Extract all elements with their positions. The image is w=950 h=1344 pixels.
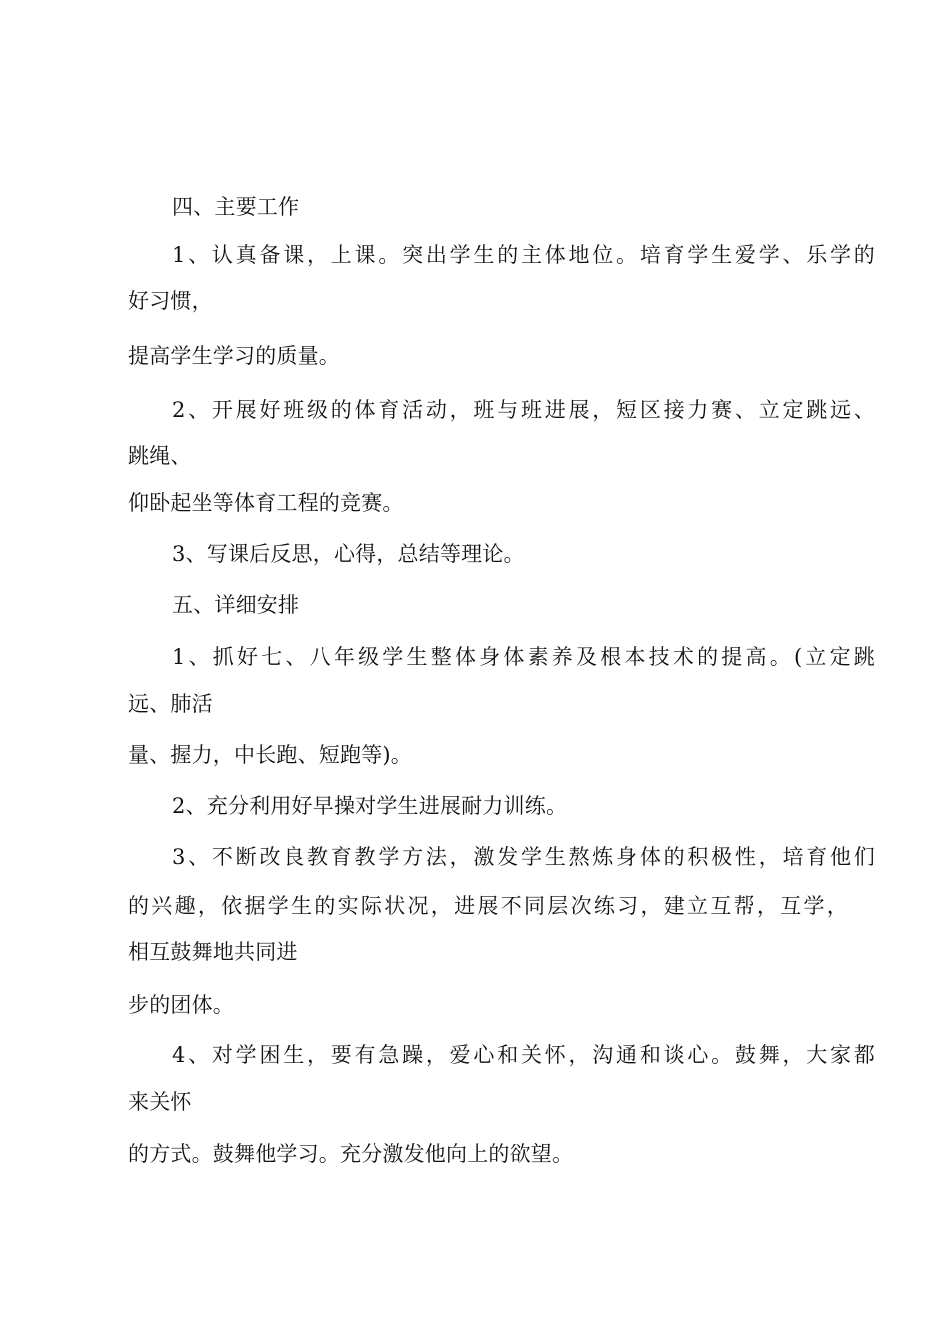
paragraph-line: 跳绳、 [128, 444, 192, 468]
paragraph-line: 相互鼓舞地共同进 [128, 940, 298, 964]
paragraph-line: 2、充分利用好早操对学生进展耐力训练。 [172, 794, 568, 818]
paragraph-line: 来关怀 [128, 1090, 192, 1114]
paragraph-line: 的兴趣，依据学生的实际状况，进展不同层次练习，建立互帮，互学， [128, 894, 848, 918]
paragraph-line: 步的团体。 [128, 993, 234, 1017]
paragraph-line: 提高学生学习的质量。 [128, 344, 340, 368]
paragraph-line: 2、开展好班级的体育活动，班与班进展，短区接力赛、立定跳远、 [172, 398, 875, 422]
paragraph-line: 远、肺活 [128, 692, 213, 716]
paragraph-line: 量、握力，中长跑、短跑等)。 [128, 743, 412, 767]
section-heading-main-work: 四、主要工作 [172, 195, 300, 219]
paragraph-line: 3、写课后反思，心得，总结等理论。 [172, 542, 525, 566]
paragraph-line: 1、抓好七、八年级学生整体身体素养及根本技术的提高。(立定跳 [172, 645, 875, 669]
paragraph-line: 好习惯， [128, 289, 213, 313]
paragraph-line: 的方式。鼓舞他学习。充分激发他向上的欲望。 [128, 1142, 574, 1166]
paragraph-line: 1、认真备课，上课。突出学生的主体地位。培育学生爱学、乐学的 [172, 243, 875, 267]
paragraph-line: 3、不断改良教育教学方法，激发学生熬炼身体的积极性，培育他们 [172, 845, 875, 869]
paragraph-line: 仰卧起坐等体育工程的竞赛。 [128, 491, 404, 515]
paragraph-line: 4、对学困生，要有急躁，爱心和关怀，沟通和谈心。鼓舞，大家都 [172, 1043, 875, 1067]
section-heading-detailed-plan: 五、详细安排 [172, 593, 300, 617]
